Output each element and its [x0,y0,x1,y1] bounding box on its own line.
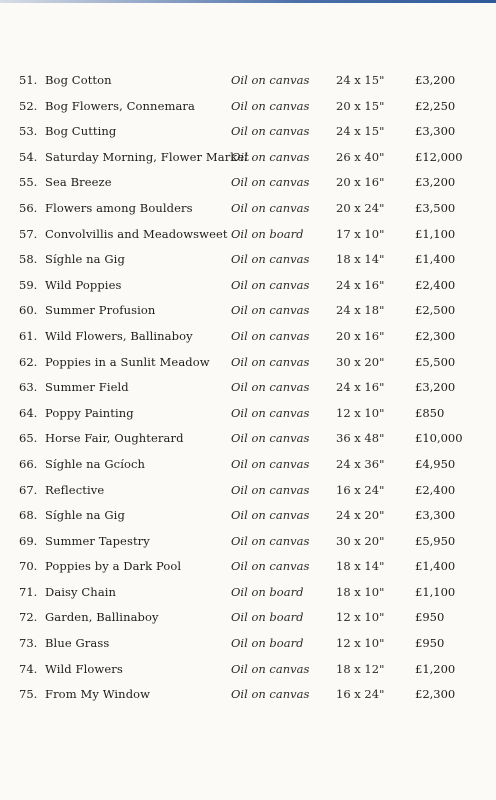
catalog-entry [0,196,496,222]
entry-price: £950 [415,610,445,625]
entry-size: 24 x 15" [336,73,385,87]
entry-medium: Oil on canvas [231,277,310,292]
entry-price: £2,300 [415,687,456,702]
catalog-entry [0,580,496,606]
page-top-edge [0,0,496,3]
entry-price: £2,300 [415,328,456,343]
catalog-entry [0,657,496,683]
entry-price: £2,400 [415,482,456,497]
entry-price: £2,500 [415,303,456,318]
entry-price: £2,400 [415,277,456,292]
entry-size: 24 x 36" [336,456,385,471]
entry-medium: Oil on canvas [231,98,310,113]
catalog-entry [0,324,496,350]
entry-medium: Oil on canvas [231,456,310,471]
entry-title: Síghle na Gcíoch [45,456,146,471]
entry-number: 57. [19,226,38,241]
entry-medium: Oil on canvas [231,175,310,190]
entry-size: 36 x 48" [336,431,385,446]
entry-medium: Oil on canvas [231,124,310,139]
entry-price: £850 [415,405,445,420]
entry-size: 24 x 16" [336,277,385,292]
entry-medium: Oil on canvas [231,687,310,702]
entry-size: 20 x 24" [336,200,385,215]
catalog-entry [0,68,496,94]
entry-medium: Oil on canvas [231,533,310,548]
catalog-entry [0,478,496,504]
catalog-entry [0,631,496,657]
entry-price: £3,500 [415,200,456,215]
catalog-entry [0,94,496,120]
entry-medium: Oil on canvas [231,149,310,164]
entry-title: Síghle na Gig [45,252,125,267]
catalog-entry [0,452,496,478]
catalog-entry [0,298,496,324]
entry-medium: Oil on board [231,584,304,599]
entry-title: Daisy Chain [45,584,117,599]
entry-medium: Oil on board [231,610,304,625]
entry-title: Saturday Morning, Flower Market [45,149,249,164]
entry-title: Summer Field [45,380,129,395]
catalog-entry [0,503,496,529]
catalog-entry [0,605,496,631]
entry-number: 71. [19,584,38,599]
entry-size: 18 x 14" [336,252,385,267]
entry-price: £12,000 [415,149,463,164]
entry-size: 26 x 40" [336,149,385,164]
entry-medium: Oil on canvas [231,328,310,343]
entry-title: Sea Breeze [45,175,112,190]
entry-size: 20 x 16" [336,328,385,343]
entry-number: 67. [19,482,38,497]
entry-number: 65. [19,431,38,446]
catalog-list [0,68,496,708]
entry-title: From My Window [45,687,151,702]
entry-price: £4,950 [415,456,456,471]
entry-title: Poppies in a Sunlit Meadow [45,354,210,369]
entry-title: Bog Cotton [45,73,112,87]
entry-number: 70. [19,559,38,574]
catalog-entry [0,119,496,145]
entry-number: 69. [19,533,38,548]
entry-price: £3,200 [415,73,456,87]
entry-number: 62. [19,354,38,369]
entry-number: 74. [19,661,38,676]
entry-price: £5,950 [415,533,456,548]
entry-title: Reflective [45,482,105,497]
entry-size: 24 x 16" [336,380,385,395]
entry-title: Horse Fair, Oughterard [45,431,184,446]
entry-size: 18 x 14" [336,559,385,574]
entry-price: £1,100 [415,584,456,599]
entry-price: £3,300 [415,124,456,139]
entry-medium: Oil on canvas [231,508,310,523]
entry-size: 24 x 15" [336,124,385,139]
catalog-entry [0,426,496,452]
catalog-entry [0,273,496,299]
entry-number: 68. [19,508,38,523]
entry-number: 54. [19,149,38,164]
catalog-entry [0,247,496,273]
catalog-entry [0,222,496,248]
entry-number: 51. [19,73,38,87]
entry-medium: Oil on canvas [231,405,310,420]
entry-number: 60. [19,303,38,318]
entry-title: Wild Flowers, Ballinaboy [45,328,193,343]
entry-price: £2,250 [415,98,456,113]
entry-medium: Oil on canvas [231,431,310,446]
entry-price: £3,200 [415,380,456,395]
entry-number: 58. [19,252,38,267]
entry-price: £3,200 [415,175,456,190]
entry-price: £10,000 [415,431,463,446]
entry-medium: Oil on canvas [231,380,310,395]
catalog-entry [0,554,496,580]
entry-medium: Oil on canvas [231,73,310,87]
entry-size: 18 x 10" [336,584,385,599]
catalog-entry [0,401,496,427]
entry-number: 56. [19,200,38,215]
entry-medium: Oil on canvas [231,200,310,215]
entry-price: £3,300 [415,508,456,523]
entry-number: 75. [19,687,38,702]
entry-number: 55. [19,175,38,190]
entry-number: 73. [19,636,38,651]
entry-size: 12 x 10" [336,610,385,625]
entry-medium: Oil on canvas [231,252,310,267]
entry-size: 18 x 12" [336,661,385,676]
entry-number: 64. [19,405,38,420]
entry-title: Convolvillis and Meadowsweet [45,226,228,241]
entry-title: Wild Flowers [45,661,123,676]
entry-number: 59. [19,277,38,292]
entry-size: 17 x 10" [336,226,385,241]
catalog-entry [0,145,496,171]
entry-size: 16 x 24" [336,482,385,497]
catalog-entry [0,529,496,555]
entry-size: 30 x 20" [336,533,385,548]
catalog-entry [0,375,496,401]
entry-price: £950 [415,636,445,651]
entry-title: Poppies by a Dark Pool [45,559,182,574]
entry-medium: Oil on board [231,636,304,651]
entry-title: Summer Profusion [45,303,156,318]
entry-title: Wild Poppies [45,277,122,292]
entry-size: 20 x 16" [336,175,385,190]
catalog-entry [0,170,496,196]
entry-price: £1,400 [415,252,456,267]
entry-title: Flowers among Boulders [45,200,193,215]
entry-title: Garden, Ballinaboy [45,610,159,625]
entry-number: 66. [19,456,38,471]
entry-size: 16 x 24" [336,687,385,702]
entry-medium: Oil on canvas [231,354,310,369]
entry-price: £1,400 [415,559,456,574]
entry-price: £1,100 [415,226,456,241]
entry-title: Poppy Painting [45,405,134,420]
entry-size: 12 x 10" [336,405,385,420]
entry-title: Bog Flowers, Connemara [45,98,195,113]
entry-medium: Oil on canvas [231,303,310,318]
entry-medium: Oil on canvas [231,482,310,497]
entry-number: 63. [19,380,38,395]
entry-number: 53. [19,124,38,139]
entry-title: Síghle na Gig [45,508,125,523]
entry-size: 24 x 18" [336,303,385,318]
entry-number: 52. [19,98,38,113]
entry-title: Bog Cutting [45,124,117,139]
entry-size: 24 x 20" [336,508,385,523]
entry-medium: Oil on canvas [231,559,310,574]
entry-number: 72. [19,610,38,625]
entry-size: 12 x 10" [336,636,385,651]
entry-size: 20 x 15" [336,98,385,113]
entry-number: 61. [19,328,38,343]
entry-medium: Oil on canvas [231,661,310,676]
catalog-entry [0,682,496,708]
entry-title: Blue Grass [45,636,110,651]
entry-medium: Oil on board [231,226,304,241]
entry-price: £5,500 [415,354,456,369]
entry-size: 30 x 20" [336,354,385,369]
entry-price: £1,200 [415,661,456,676]
catalog-entry [0,350,496,376]
entry-title: Summer Tapestry [45,533,150,548]
